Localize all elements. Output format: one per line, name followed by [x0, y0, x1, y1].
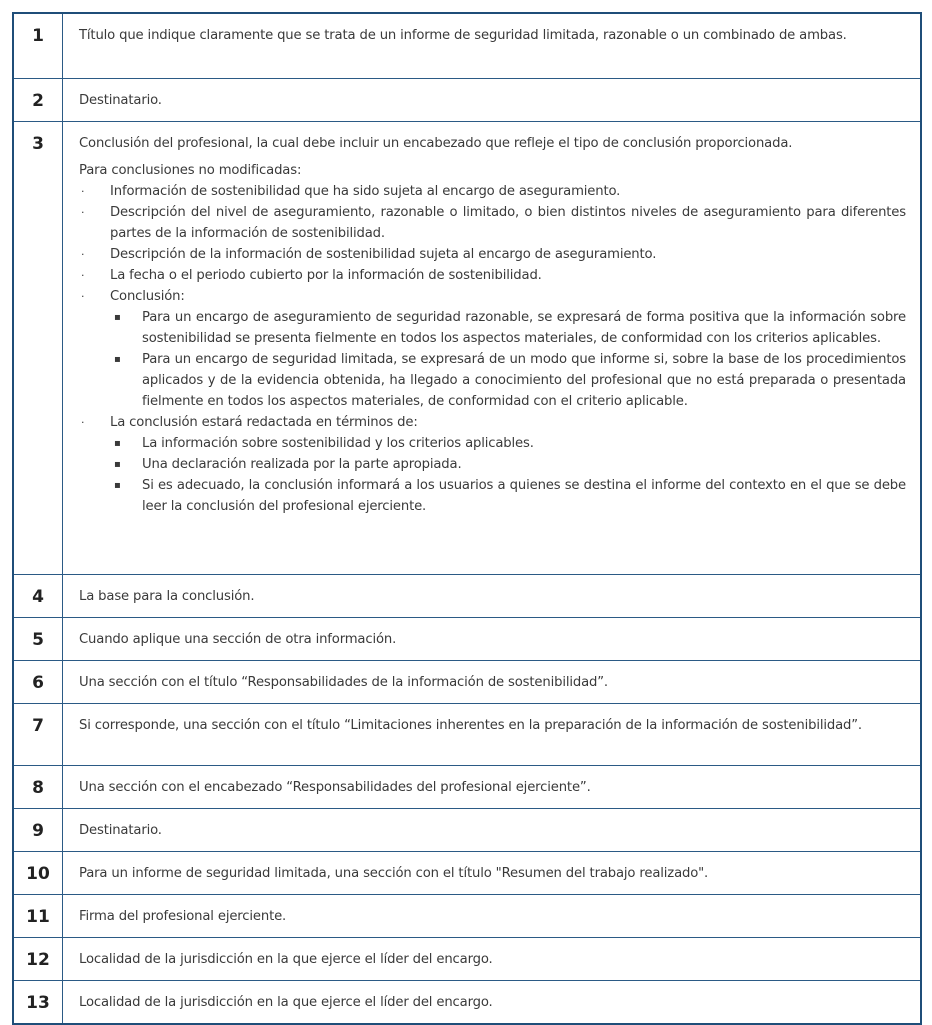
- table-row: [13, 121, 921, 574]
- row-text: Localidad de la jurisdicción en la que ejerce el líder del encargo.: [63, 937, 922, 980]
- table-row: [13, 851, 921, 894]
- bullet-dot-icon: ·: [81, 205, 85, 219]
- row-number: 13: [13, 980, 63, 1024]
- subheading: Para conclusiones no modificadas:: [79, 162, 302, 178]
- list-item: · Conclusión: ▪ Para un encargo de aseguramiento de seguridad razonable, se expresará de forma positiva que la información sobre sostenibilidad se presenta fielmente en todos los aspectos materiales, de conformidad con los criterios aplicables. ▪ Para un encargo de seguridad limitada, se expresará de un modo que informe si, sobre la base de los procedimientos aplicados y de la evidencia obtenida, ha llegado a conocimiento del profesional que no está preparada o presentada fielmente en todos los aspectos materiales, de conformidad con el criterio aplicable.: [79, 286, 906, 412]
- table-row: [13, 894, 921, 937]
- row-number: 11: [13, 894, 63, 937]
- sub-list-item: ▪ La información sobre sostenibilidad y los criterios aplicables.: [110, 433, 906, 454]
- bullet-square-icon: ▪: [114, 479, 121, 491]
- row-text: Si corresponde, una sección con el título “Limitaciones inherentes en la preparación de la información de sostenibilidad”.: [63, 703, 922, 765]
- row-number: 4: [13, 574, 63, 617]
- row-text: [63, 121, 922, 574]
- table-row: [13, 78, 921, 121]
- table-row: [13, 980, 921, 1024]
- row-number: 7: [13, 703, 63, 765]
- row-number: 2: [13, 78, 63, 121]
- row-number: 6: [13, 660, 63, 703]
- list-item: · Descripción del nivel de aseguramiento, razonable o limitado, o bien distintos niveles de aseguramiento para diferentes partes de la información de sostenibilidad.: [79, 202, 906, 244]
- report-requirements-table: [12, 12, 922, 1025]
- sub-bullet-list: [110, 307, 906, 412]
- sub-list-item: ▪ Si es adecuado, la conclusión informará a los usuarios a quienes se destina el informe del contexto en el que se debe leer la conclusión del profesional ejerciente.: [110, 475, 906, 517]
- row-text: Cuando aplique una sección de otra información.: [63, 617, 922, 660]
- table-row: [13, 703, 921, 765]
- bullet-square-icon: ▪: [114, 437, 121, 449]
- table-row: [13, 660, 921, 703]
- row-number: 8: [13, 765, 63, 808]
- conclusion-intro: Conclusión del profesional, la cual debe incluir un encabezado que refleje el tipo de conclusión proporcionada.: [79, 135, 793, 151]
- row-text: La base para la conclusión.: [63, 574, 922, 617]
- table-row: [13, 937, 921, 980]
- bullet-dot-icon: ·: [81, 184, 85, 198]
- bullet-list: [79, 181, 906, 517]
- bullet-square-icon: ▪: [114, 458, 121, 470]
- bullet-dot-icon: ·: [81, 247, 85, 261]
- row-number: 9: [13, 808, 63, 851]
- sub-list-item: ▪ Una declaración realizada por la parte apropiada.: [110, 454, 906, 475]
- row-number: 1: [13, 13, 63, 78]
- table-row: [13, 765, 921, 808]
- table-row: [13, 574, 921, 617]
- list-item: · Información de sostenibilidad que ha sido sujeta al encargo de aseguramiento.: [79, 181, 906, 202]
- bullet-dot-icon: ·: [81, 268, 85, 282]
- row-number: 5: [13, 617, 63, 660]
- bullet-square-icon: ▪: [114, 353, 121, 365]
- bullet-dot-icon: ·: [81, 415, 85, 429]
- row-text: Destinatario.: [63, 808, 922, 851]
- sub-list-item: ▪ Para un encargo de seguridad limitada, se expresará de un modo que informe si, sobre la base de los procedimientos aplicados y de la evidencia obtenida, ha llegado a conocimiento del profesional que no está preparada o presentada fielmente en todos los aspectos materiales, de conformidad con el criterio aplicable.: [110, 349, 906, 412]
- row-number: 10: [13, 851, 63, 894]
- table-row: [13, 13, 921, 78]
- row-text: Una sección con el título “Responsabilidades de la información de sostenibilidad”.: [63, 660, 922, 703]
- bullet-dot-icon: ·: [81, 289, 85, 303]
- row-text: Título que indique claramente que se trata de un informe de seguridad limitada, razonable o un combinado de ambas.: [63, 13, 922, 78]
- row-text: Localidad de la jurisdicción en la que ejerce el líder del encargo.: [63, 980, 922, 1024]
- sub-bullet-list: [110, 433, 906, 517]
- bullet-square-icon: ▪: [114, 311, 121, 323]
- table-row: [13, 617, 921, 660]
- table-row: [13, 808, 921, 851]
- list-item: · La conclusión estará redactada en términos de: ▪ La información sobre sostenibilidad y los criterios aplicables. ▪ Una declaración realizada por la parte apropiada. ▪ Si es adecuado, la conclusión informará a los usuarios a quienes se destina el informe del contexto en el que se debe leer la conclusión del profesional ejerciente.: [79, 412, 906, 517]
- row-number: 3: [13, 121, 63, 574]
- sub-list-item: ▪ Para un encargo de aseguramiento de seguridad razonable, se expresará de forma positiva que la información sobre sostenibilidad se presenta fielmente en todos los aspectos materiales, de conformidad con los criterios aplicables.: [110, 307, 906, 349]
- row-text: Firma del profesional ejerciente.: [63, 894, 922, 937]
- list-item: · La fecha o el periodo cubierto por la información de sostenibilidad.: [79, 265, 906, 286]
- list-item: · Descripción de la información de sostenibilidad sujeta al encargo de aseguramiento.: [79, 244, 906, 265]
- row-text: Destinatario.: [63, 78, 922, 121]
- row-text: Una sección con el encabezado “Responsabilidades del profesional ejerciente”.: [63, 765, 922, 808]
- row-number: 12: [13, 937, 63, 980]
- row-text: Para un informe de seguridad limitada, una sección con el título "Resumen del trabajo realizado".: [63, 851, 922, 894]
